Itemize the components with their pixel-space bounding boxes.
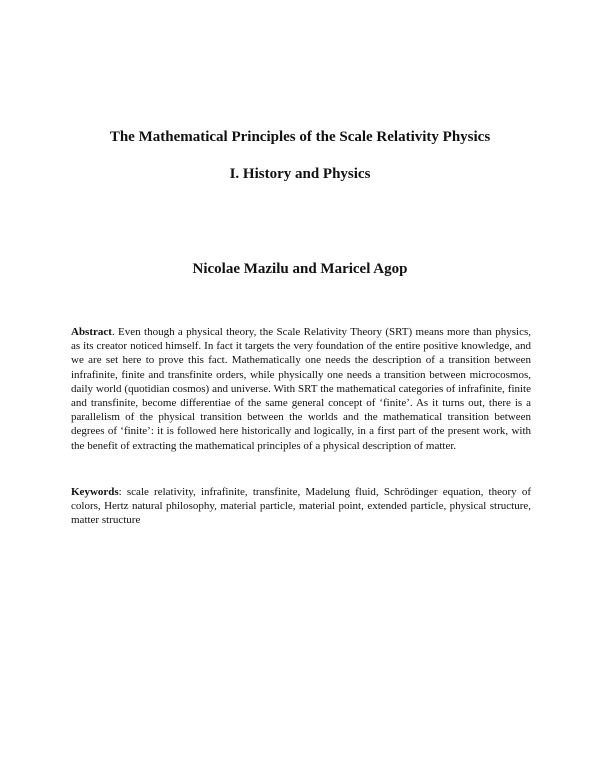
paper-title: The Mathematical Principles of the Scale Relativity Physics	[109, 129, 491, 145]
keywords-label: Keywords	[71, 486, 119, 498]
abstract-paragraph	[71, 325, 531, 453]
paper-authors: Nicolae Mazilu and Maricel Agop	[192, 261, 408, 277]
keywords-text: : scale relativity, infrafinite, transfinite, Madelung fluid, Schrödinger equation, theory of colors, Hertz natural philosophy, material particle, material point, extended particle, physical structure, matter structure	[71, 486, 531, 527]
keywords-paragraph	[71, 485, 531, 528]
abstract-text: . Even though a physical theory, the Scale Relativity Theory (SRT) means more than physics, as its creator noticed himself. In fact it targets the very foundation of the entire positive knowledge, and we are set here to prove this fact. Mathematically one needs the description of a transition between infrafinite, finite and transfinite orders, while physically one needs a transition between microcosmos, daily world (quotidian cosmos) and universe. With SRT the mathematical categories of infrafinite, finite and transfinite, become differentiae of the same general concept of ‘finite’. As it turns out, there is a parallelism of the physical transition between the worlds and the mathematical transition between degrees of ‘finite’: it is followed here historically and logically, in a first part of the present work, with the benefit of extracting the mathematical principles of a physical description of matter.	[71, 326, 531, 452]
paper-subtitle: I. History and Physics	[229, 166, 371, 182]
abstract-label: Abstract	[71, 326, 112, 338]
